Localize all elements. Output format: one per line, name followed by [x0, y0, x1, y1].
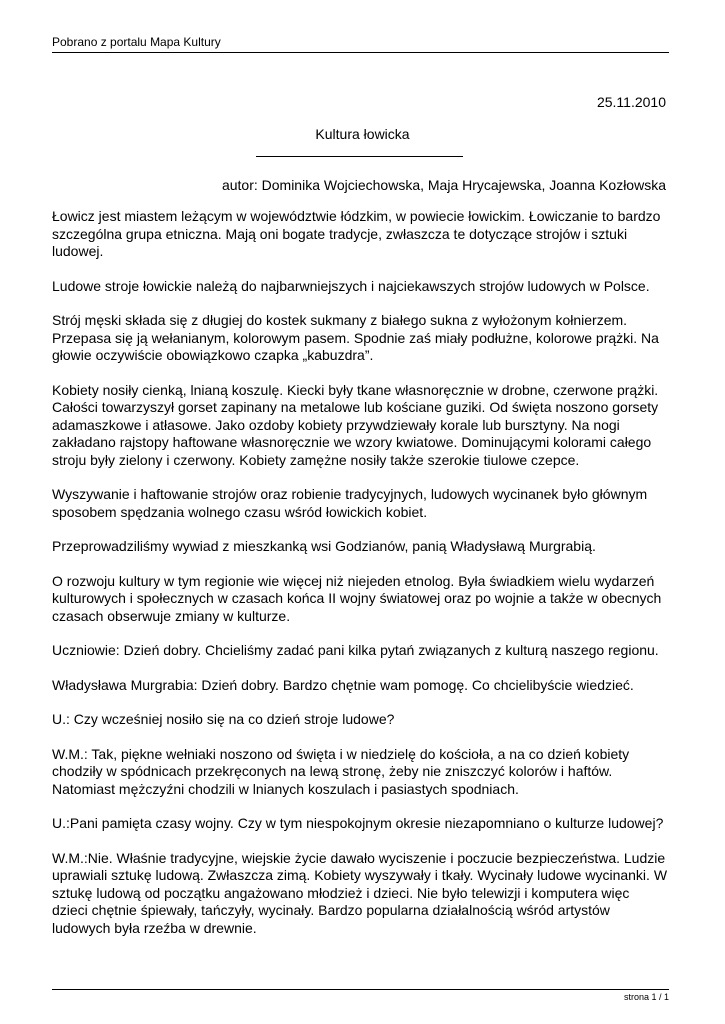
page-header [52, 34, 669, 53]
header-source-text: Pobrano z portalu Mapa Kultury [52, 35, 221, 49]
document-body [52, 208, 669, 954]
body-paragraph: Wyszywanie i haftowanie strojów oraz robienie tradycyjnych, ludowych wycinanek było głównym sposobem spędzania wolnego czasu wśród łowickich kobiet. [52, 486, 648, 520]
body-paragraph: Strój męski składa się z długiej do kostek sukmany z białego sukna z wyłożonym kołnierzem. Przepasa się ją wełanianym, kolorowym pasem. Spodnie zaś miały podłużne, kolorowe prążki. Na głowie oczywiście obowiązkowo czapka „kabuzdra”. [52, 312, 659, 363]
title-underline [256, 156, 463, 157]
document-date: 25.11.2010 [596, 94, 666, 110]
body-paragraph: Uczniowie: Dzień dobry. Chcieliśmy zadać pani kilka pytań związanych z kulturą naszego regionu. [52, 642, 659, 658]
body-paragraph: U.:Pani pamięta czasy wojny. Czy w tym niespokojnym okresie niezapomniano o kulturze ludowej? [52, 815, 664, 831]
body-paragraph: Władysława Murgrabia: Dzień dobry. Bardzo chętnie wam pomogę. Co chcielibyście wiedzieć. [52, 676, 634, 693]
body-paragraph: Kobiety nosiły cienką, lnianą koszulę. Kiecki były tkane własnoręcznie w drobne, czerwone prążki. Całości towarzyszył gorset zapinany na metalowe lub kościane guziki. Od święta noszono gorsety adamaszkowe i atłasowe. Jako ozdoby kobiety przywdziewały korale lub bursztyny. Na nogi zakładano rajstopy haftowane własnoręcznie we wzory kwiatowe. Dominującymi kolorami całego stroju były zielony i czerwony. Kobiety zamężne nosiły także szerokie tiulowe czepce. [52, 381, 659, 468]
body-paragraph: Ludowe stroje łowickie należą do najbarwniejszych i najciekawszych strojów ludowych w Polsce. [52, 277, 650, 294]
body-paragraph: Łowicz jest miastem leżącym w województwie łódzkim, w powiecie łowickim. Łowiczanie to bardzo szczególna grupa etniczna. Mają oni bogate tradycje, zwłaszcza te dotyczące strojów i sztuki ludowej. [52, 208, 661, 259]
page-number: strona 1 / 1 [623, 992, 669, 1002]
document-authors: autor: Dominika Wojciechowska, Maja Hrycajewska, Joanna Kozłowska [221, 177, 666, 193]
body-paragraph: W.M.:Nie. Właśnie tradycyjne, wiejskie życie dawało wyciszenie i poczucie bezpieczeństwa. Ludzie uprawiali sztukę ludową. Zwłaszcza zimą. Kobiety wyszywały i tkały. Wycinały ludowe wycinanki. W sztukę ludową od początku angażowano młodzież i dzieci. Nie było telewizji i komputera więc dzieci chętnie śpiewały, tańczyły, wycinały. Bardzo popularna działalnością wśród artystów ludowych była rzeźba w drewnie. [52, 849, 668, 936]
body-paragraph: U.: Czy wcześniej nosiło się na co dzień stroje ludowe? [52, 711, 395, 727]
document-title: Kultura łowicka [315, 126, 410, 142]
body-paragraph: Przeprowadziliśmy wywiad z mieszkanką wsi Godzianów, panią Władysławą Murgrabią. [52, 538, 596, 554]
body-paragraph: W.M.: Tak, piękne wełniaki noszono od święta i w niedzielę do kościoła, a na co dzień kobiety chodziły w spódnicach przekręconych na lewą stronę, żeby nie zniszczyć kolorów i haftów. Natomiast mężczyźni chodzili w lnianych koszulach i pasiastych spodniach. [52, 745, 630, 797]
body-paragraph: O rozwoju kultury w tym regionie wie więcej niż niejeden etnolog. Była świadkiem wielu wydarzeń kulturowych i społecznych w czasach końca II wojny światowej oraz po wojnie a także w obecnych czasach obserwuje zmiany w kulturze. [52, 572, 662, 624]
page-footer [52, 989, 669, 1002]
